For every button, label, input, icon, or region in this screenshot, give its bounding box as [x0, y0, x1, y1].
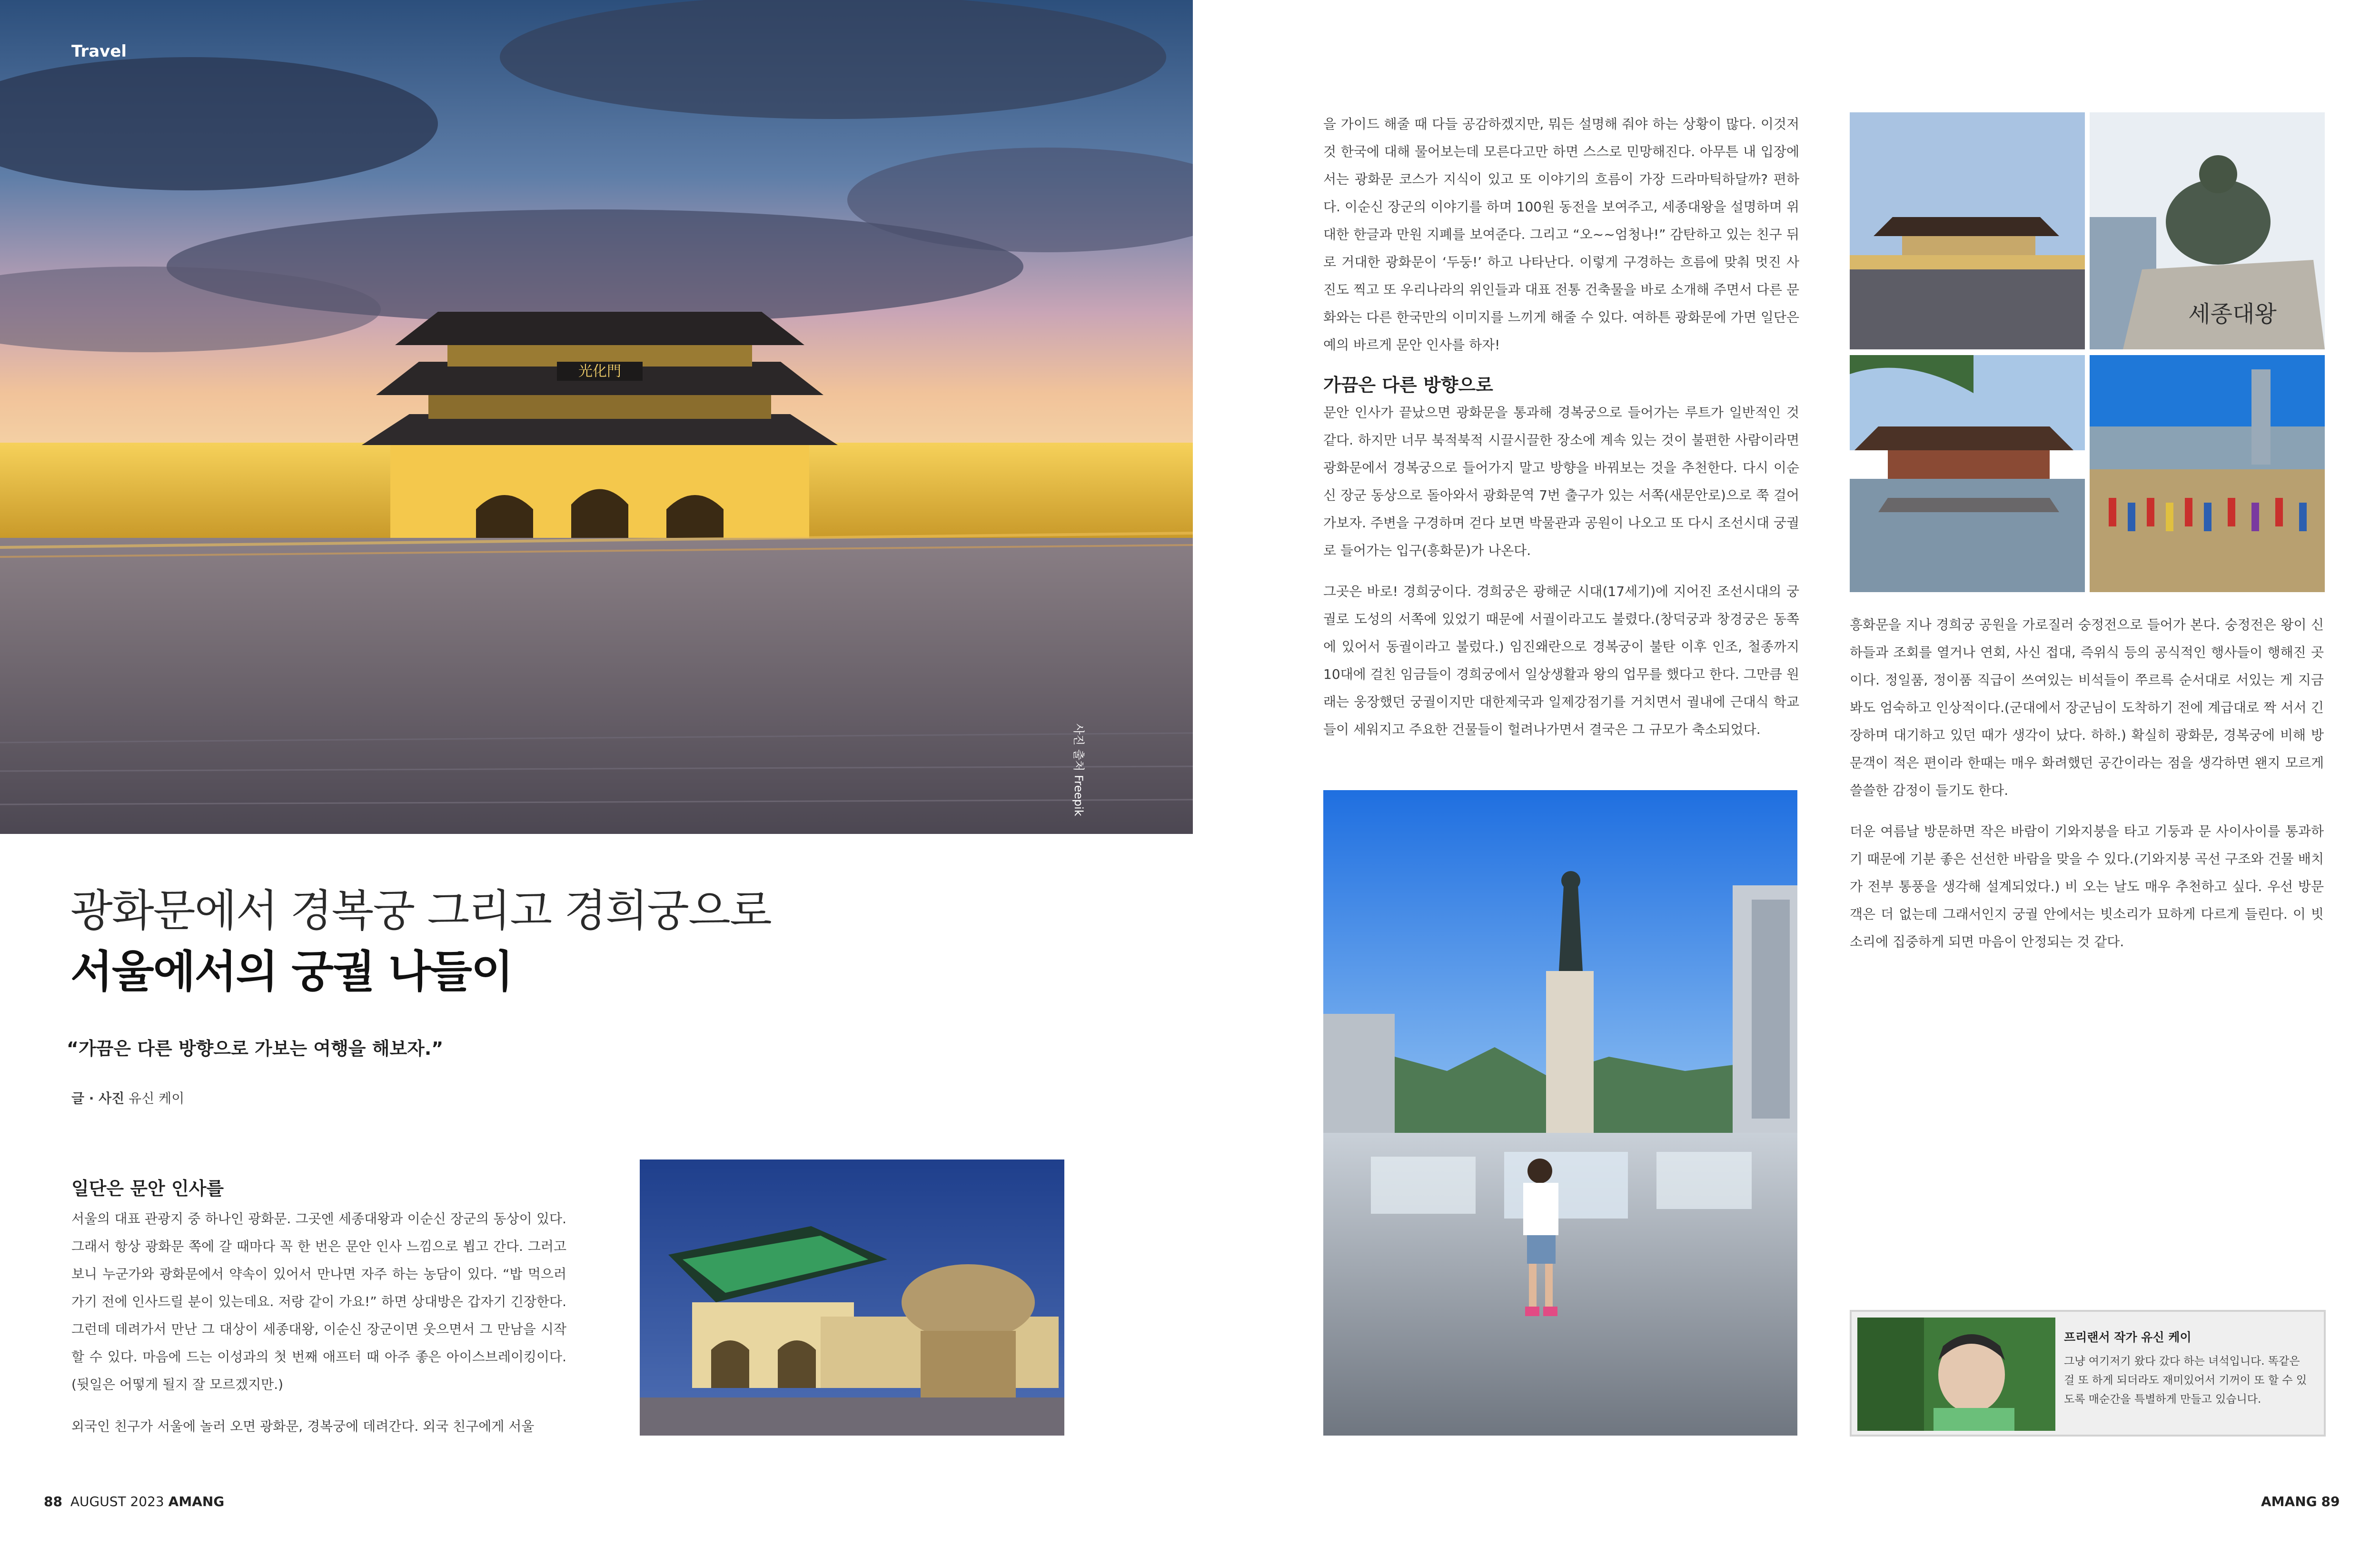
left-para-2: 외국인 친구가 서울에 놀러 오면 광화문, 경복궁에 데려간다. 외국 친구에게 서울: [71, 1418, 535, 1434]
byline: [71, 1088, 184, 1107]
headline-line1: 광화문에서 경복궁 그리고 경희궁으로: [70, 885, 771, 936]
middle-para-1: 을 가이드 해줄 때 다들 공감하겠지만, 뭐든 설명해 줘야 하는 상황이 많다. 이것저것 한국에 대해 물어보는데 모른다고만 하면 스스로 민망해진다. 아무튼 내 입장에서는 광화문 코스가 지식이 있고 또 이야기의 흐름이 가장 드라마틱하달까? 편하다. 이순신 장군의 이야기를 하며 100원 동전을 보여주고, 세종대왕을 설명하며 위대한 한글과 만원 지폐를 보여준다. 그리고 “오~~엄청나!” 감탄하고 있는 친구 뒤로 거대한 광화문이 ‘두둥!’ 하고 나타난다. 이렇게 구경하는 흐름에 맞춰 멋진 사진도 찍고 또 우리나라의 위인들과 대표 전통 건축물을 바로 소개해 주면서 다른 문화와는 다른 한국만의 이미지를 느끼게 해줄 수 있다. 여하튼 광화문에 가면 일단은 예의 바르게 문안 인사를 하자!: [1323, 116, 1799, 353]
left-para-1: 서울의 대표 관광지 중 하나인 광화문. 그곳엔 세종대왕과 이순신 장군의 동상이 있다. 그래서 항상 광화문 쪽에 갈 때마다 꼭 한 번은 문안 인사 느낌으로 뵙고 간다. 그러고 보니 누군가와 광화문에서 약속이 있어서 만나면 자주 하는 농담이 있다. “밥 먹으러 가기 전에 인사드릴 분이 있는데요. 저랑 같이 가요!” 하면 상대방은 갑자기 긴장한다. 그런데 데려가서 만난 그 대상이 세종대왕, 이순신 장군이면 웃으면서 그 만남을 시작할 수 있다. 마음에 드는 이성과의 첫 번째 애프터 때 아주 좋은 아이스브레이킹이다.(뒷일은 어떻게 될지 잘 모르겠지만.): [71, 1211, 566, 1392]
footer-left-brand: AMANG: [168, 1494, 225, 1509]
author-photo: [1857, 1318, 2055, 1431]
footer-right-brand: AMANG: [2261, 1494, 2317, 1509]
middle-para-2: 문안 인사가 끝났으면 광화문을 통과해 경복궁으로 들어가는 루트가 일반적인 것 같다. 하지만 너무 북적북적 시끌시끌한 장소에 계속 있는 것이 불편한 사람이라면 광화문에서 경복궁으로 들어가지 말고 방향을 바꿔보는 것을 추천한다. 다시 이순신 장군 동상으로 돌아와서 광화문역 7번 출구가 있는 서쪽(새문안로)으로 쭉 걸어가보자. 주변을 구경하며 걷다 보면 박물관과 공원이 나오고 또 다시 조선시대 궁궐로 들어가는 입구(흥화문)가 나온다.: [1323, 405, 1799, 558]
right-para-2: 더운 여름날 방문하면 작은 바람이 기와지붕을 타고 기둥과 문 사이사이를 통과하기 때문에 기분 좋은 선선한 바람을 맞을 수 있다.(기와지붕 곡선 구조와 건물 배치가 전부 통풍을 생각해 설계되었다.) 비 오는 날도 매우 추천하고 싶다. 우선 방문객은 더 없는데 그래서인지 궁궐 안에서는 빗소리가 묘하게 다르게 들린다. 이 빗소리에 집중하게 되면 마음이 안정되는 것 같다.: [1850, 823, 2324, 950]
sejong-stone-label: 세종대왕: [2188, 301, 2277, 327]
photo-statue-fountain: [1323, 790, 1797, 1436]
photo-sejong-statue: [2090, 112, 2325, 349]
footer-right: [2261, 1494, 2340, 1509]
author-bio: 그냥 여기저기 왔다 갔다 하는 녀석입니다. 똑같은 걸 또 하게 되더라도 재미있어서 기꺼이 또 할 수 있도록 매순간을 특별하게 만들고 있습니다.: [2064, 1355, 2307, 1406]
left-subhead: 일단은 문안 인사를: [71, 1178, 224, 1199]
gate-signboard: 光化門: [578, 363, 621, 380]
middle-subhead: 가끔은 다른 방향으로: [1323, 375, 1493, 396]
pull-quote: “가끔은 다른 방향으로 가보는 여행을 해보자.”: [67, 1038, 444, 1059]
author-box: [1850, 1310, 2326, 1437]
photo-credit: 사진 출처 Freepik: [1072, 723, 1085, 816]
photo-pavilion-pond: [1850, 355, 2085, 592]
footer-right-page: 89: [2321, 1494, 2340, 1509]
author-title: 프리랜서 작가 유신 케이: [2064, 1330, 2192, 1344]
photo-gate-night: [640, 1160, 1064, 1436]
photo-guard-ceremony: [2090, 355, 2325, 592]
headline-line2: 서울에서의 궁궐 나들이: [70, 946, 513, 997]
right-para-1: 흥화문을 지나 경희궁 공원을 가로질러 숭정전으로 들어가 본다. 숭정전은 왕이 신하들과 조회를 열거나 연회, 사신 접대, 즉위식 등의 공식적인 행사들이 행해진 곳이다. 정일품, 정이품 직급이 쓰여있는 비석들이 쭈르륵 순서대로 서있는 게 지금 봐도 엄숙하고 인상적이다.(군대에서 장군님이 도착하기 전에 계급대로 짝 서서 긴장하며 대기하고 있던 때가 생각이 났다. 하하.) 확실히 광화문, 경복궁에 비해 방문객이 적은 편이라 한때는 매우 화려했던 공간이라는 점을 생각하면 왠지 모르게 쓸쓸한 감정이 들기도 한다.: [1850, 617, 2324, 798]
byline-role: 글 · 사진: [71, 1090, 125, 1106]
footer-left-issue: AUGUST 2023: [70, 1494, 164, 1509]
byline-name: 유신 케이: [129, 1090, 185, 1106]
photo-gate-evening: [1850, 112, 2085, 349]
middle-para-3: 그곳은 바로! 경희궁이다. 경희궁은 광해군 시대(17세기)에 지어진 조선시대의 궁궐로 도성의 서쪽에 있었기 때문에 서궐이라고도 불렸다.(창덕궁과 창경궁은 동쪽에 있어서 동궐이라고 불렀다.) 임진왜란으로 경복궁이 불탄 이후 인조, 철종까지 10대에 걸친 임금들이 경희궁에서 일상생활과 왕의 업무를 했다고 한다. 그만큼 원래는 웅장했던 궁궐이지만 대한제국과 일제강점기를 거치면서 궐내에 근대식 학교들이 세워지고 주요한 건물들이 헐려나가면서 결국은 그 규모가 축소되었다.: [1323, 584, 1799, 737]
hero-photo-gwanghwamun: [0, 0, 1193, 834]
section-label: Travel: [71, 42, 127, 61]
footer-left: [44, 1494, 224, 1509]
footer-left-page: 88: [44, 1494, 62, 1509]
